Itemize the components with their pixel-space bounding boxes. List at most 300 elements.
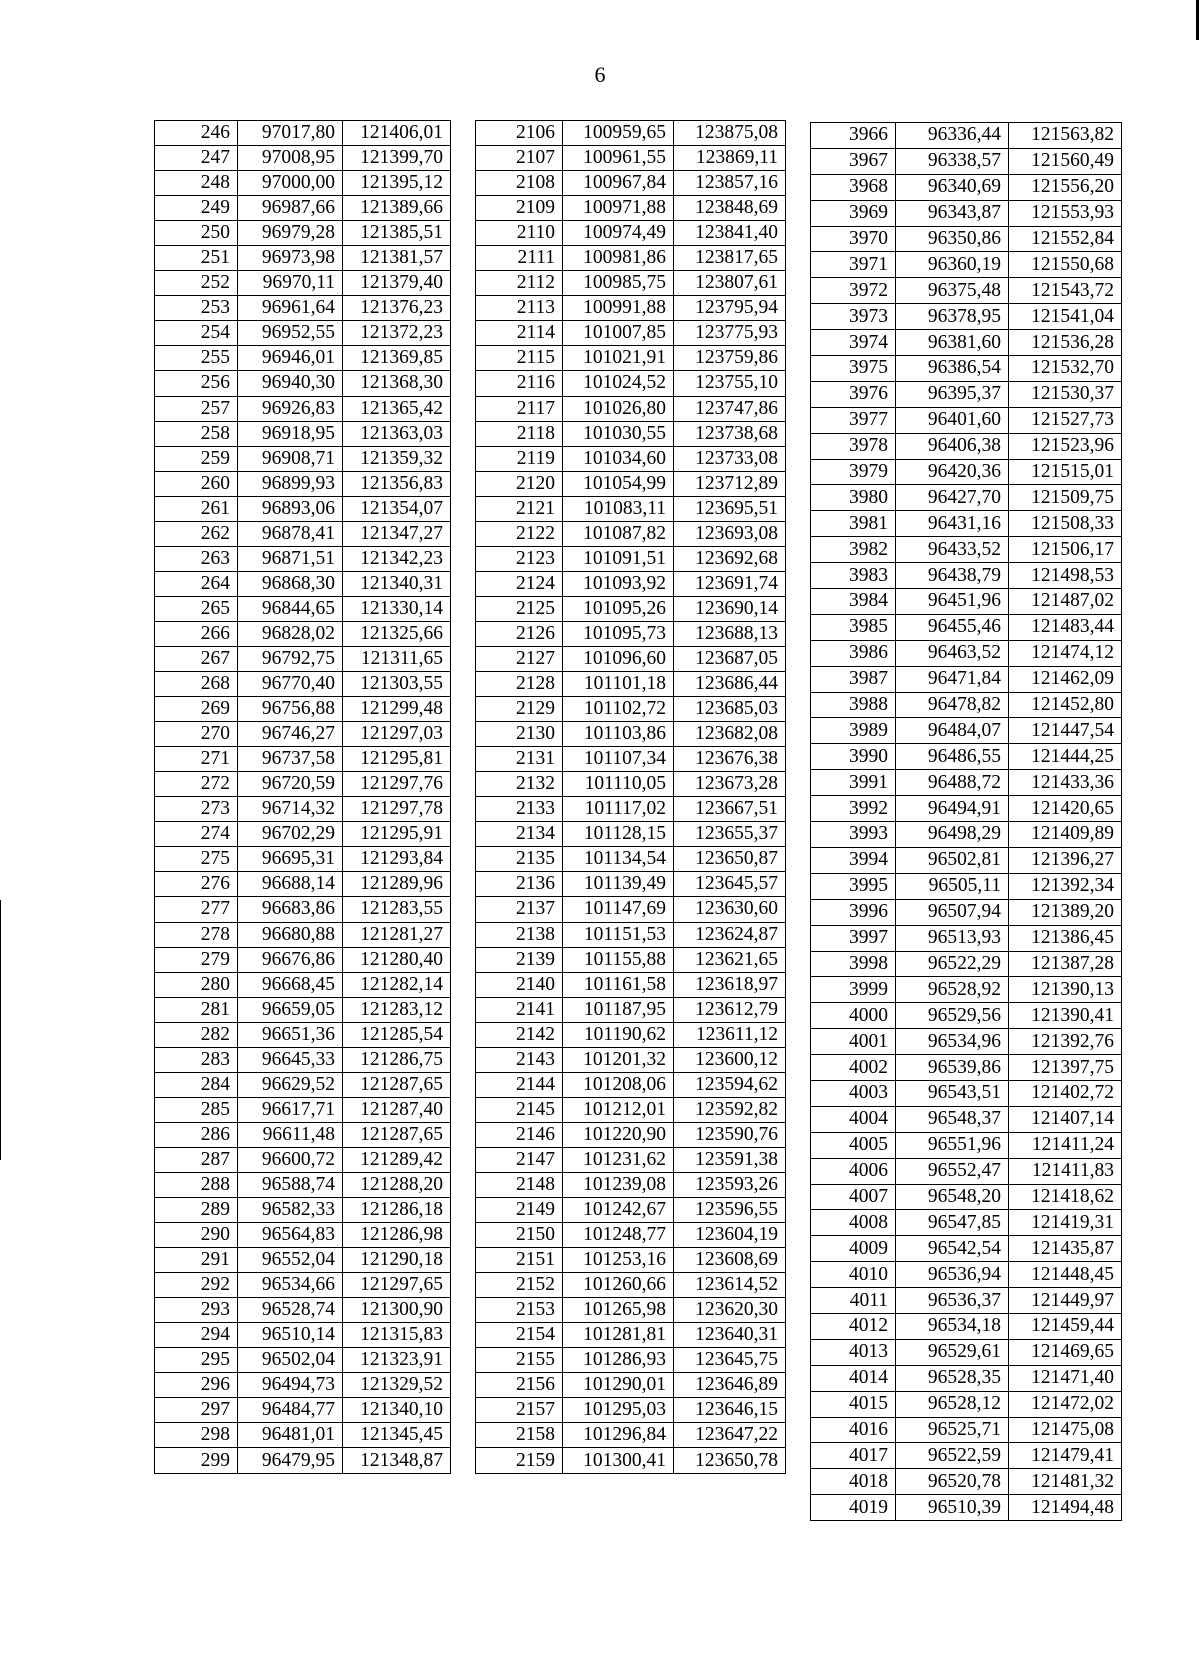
x-coordinate-cell: 96494,73	[238, 1373, 343, 1398]
x-coordinate-cell: 96543,51	[896, 1080, 1009, 1106]
point-number-cell: 270	[155, 722, 238, 747]
table-row	[811, 796, 1122, 822]
table-row	[476, 221, 786, 246]
point-number-cell: 4010	[811, 1262, 896, 1288]
table-row	[155, 1298, 451, 1323]
table-row	[155, 847, 451, 872]
table-row	[476, 1223, 786, 1248]
table-row	[811, 330, 1122, 356]
x-coordinate-cell: 96770,40	[238, 672, 343, 697]
y-coordinate-cell: 123650,78	[674, 1448, 786, 1473]
x-coordinate-cell: 101087,82	[563, 521, 674, 546]
point-number-cell: 3984	[811, 589, 896, 615]
point-number-cell: 2157	[476, 1398, 563, 1423]
x-coordinate-cell: 101093,92	[563, 571, 674, 596]
table-body	[155, 121, 451, 1474]
point-number-cell: 2159	[476, 1448, 563, 1473]
y-coordinate-cell: 121474,12	[1009, 640, 1122, 666]
x-coordinate-cell: 96528,92	[896, 977, 1009, 1003]
x-coordinate-cell: 96588,74	[238, 1172, 343, 1197]
point-number-cell: 268	[155, 672, 238, 697]
x-coordinate-cell: 101102,72	[563, 697, 674, 722]
y-coordinate-cell: 121543,72	[1009, 278, 1122, 304]
table-row	[155, 246, 451, 271]
x-coordinate-cell: 96688,14	[238, 872, 343, 897]
x-coordinate-cell: 101107,34	[563, 747, 674, 772]
y-coordinate-cell: 121515,01	[1009, 459, 1122, 485]
y-coordinate-cell: 121556,20	[1009, 174, 1122, 200]
table-row	[476, 1248, 786, 1273]
y-coordinate-cell: 121311,65	[343, 646, 451, 671]
y-coordinate-cell: 123807,61	[674, 271, 786, 296]
table-row	[155, 546, 451, 571]
y-coordinate-cell: 121368,30	[343, 371, 451, 396]
x-coordinate-cell: 96378,95	[896, 304, 1009, 330]
y-coordinate-cell: 123875,08	[674, 121, 786, 146]
x-coordinate-cell: 96746,27	[238, 722, 343, 747]
table-row	[155, 496, 451, 521]
y-coordinate-cell: 121282,14	[343, 972, 451, 997]
y-coordinate-cell: 123693,08	[674, 521, 786, 546]
y-coordinate-cell: 121390,41	[1009, 1003, 1122, 1029]
table-row	[811, 925, 1122, 951]
point-number-cell: 2118	[476, 421, 563, 446]
point-number-cell: 2143	[476, 1047, 563, 1072]
point-number-cell: 2148	[476, 1172, 563, 1197]
x-coordinate-cell: 101212,01	[563, 1097, 674, 1122]
table-row	[811, 1339, 1122, 1365]
x-coordinate-cell: 96946,01	[238, 346, 343, 371]
point-number-cell: 2115	[476, 346, 563, 371]
table-row	[811, 1469, 1122, 1495]
point-number-cell: 251	[155, 246, 238, 271]
y-coordinate-cell: 121552,84	[1009, 226, 1122, 252]
point-number-cell: 3995	[811, 873, 896, 899]
table-row	[811, 459, 1122, 485]
point-number-cell: 260	[155, 471, 238, 496]
y-coordinate-cell: 123857,16	[674, 171, 786, 196]
x-coordinate-cell: 96528,74	[238, 1298, 343, 1323]
x-coordinate-cell: 96918,95	[238, 421, 343, 446]
point-number-cell: 4011	[811, 1288, 896, 1314]
point-number-cell: 3975	[811, 356, 896, 382]
table-row	[811, 123, 1122, 149]
x-coordinate-cell: 96488,72	[896, 770, 1009, 796]
table-row	[476, 121, 786, 146]
table-row	[155, 1097, 451, 1122]
point-number-cell: 4002	[811, 1055, 896, 1081]
y-coordinate-cell: 121347,27	[343, 521, 451, 546]
point-number-cell: 4009	[811, 1236, 896, 1262]
point-number-cell: 4015	[811, 1391, 896, 1417]
table-row	[811, 640, 1122, 666]
point-number-cell: 2109	[476, 196, 563, 221]
x-coordinate-cell: 96375,48	[896, 278, 1009, 304]
x-coordinate-cell: 96494,91	[896, 796, 1009, 822]
x-coordinate-cell: 96547,85	[896, 1210, 1009, 1236]
point-number-cell: 2140	[476, 972, 563, 997]
x-coordinate-cell: 96386,54	[896, 356, 1009, 382]
point-number-cell: 4007	[811, 1184, 896, 1210]
point-number-cell: 279	[155, 947, 238, 972]
x-coordinate-cell: 96548,20	[896, 1184, 1009, 1210]
table-row	[155, 947, 451, 972]
point-number-cell: 3980	[811, 485, 896, 511]
y-coordinate-cell: 123841,40	[674, 221, 786, 246]
point-number-cell: 2111	[476, 246, 563, 271]
table-row	[476, 246, 786, 271]
table-row	[155, 822, 451, 847]
table-row	[155, 997, 451, 1022]
y-coordinate-cell: 121369,85	[343, 346, 451, 371]
point-number-cell: 246	[155, 121, 238, 146]
y-coordinate-cell: 121444,25	[1009, 744, 1122, 770]
y-coordinate-cell: 121399,70	[343, 146, 451, 171]
y-coordinate-cell: 121406,01	[343, 121, 451, 146]
table-row	[155, 1047, 451, 1072]
table-row	[155, 121, 451, 146]
y-coordinate-cell: 121462,09	[1009, 666, 1122, 692]
y-coordinate-cell: 121348,87	[343, 1448, 451, 1473]
y-coordinate-cell: 121340,10	[343, 1398, 451, 1423]
x-coordinate-cell: 100981,86	[563, 246, 674, 271]
table-row	[155, 271, 451, 296]
y-coordinate-cell: 121390,13	[1009, 977, 1122, 1003]
table-row	[811, 822, 1122, 848]
table-row	[155, 296, 451, 321]
point-number-cell: 256	[155, 371, 238, 396]
y-coordinate-cell: 121345,45	[343, 1423, 451, 1448]
table-row	[155, 872, 451, 897]
x-coordinate-cell: 100974,49	[563, 221, 674, 246]
x-coordinate-cell: 96542,54	[896, 1236, 1009, 1262]
x-coordinate-cell: 96899,93	[238, 471, 343, 496]
table-row	[811, 589, 1122, 615]
table-row	[811, 1003, 1122, 1029]
table-row	[811, 1262, 1122, 1288]
point-number-cell: 4005	[811, 1132, 896, 1158]
x-coordinate-cell: 96536,37	[896, 1288, 1009, 1314]
y-coordinate-cell: 121479,41	[1009, 1443, 1122, 1469]
y-coordinate-cell: 121297,65	[343, 1273, 451, 1298]
table-row	[155, 471, 451, 496]
x-coordinate-cell: 101034,60	[563, 446, 674, 471]
x-coordinate-cell: 96451,96	[896, 589, 1009, 615]
y-coordinate-cell: 121365,42	[343, 396, 451, 421]
table-row	[811, 847, 1122, 873]
table-row	[476, 571, 786, 596]
table-row	[476, 321, 786, 346]
y-coordinate-cell: 121411,24	[1009, 1132, 1122, 1158]
x-coordinate-cell: 96871,51	[238, 546, 343, 571]
table-row	[811, 381, 1122, 407]
y-coordinate-cell: 121481,32	[1009, 1469, 1122, 1495]
x-coordinate-cell: 101110,05	[563, 772, 674, 797]
table-row	[811, 744, 1122, 770]
y-coordinate-cell: 121289,42	[343, 1147, 451, 1172]
x-coordinate-cell: 96552,47	[896, 1158, 1009, 1184]
y-coordinate-cell: 123640,31	[674, 1323, 786, 1348]
table-row	[155, 747, 451, 772]
x-coordinate-cell: 96471,84	[896, 666, 1009, 692]
x-coordinate-cell: 96844,65	[238, 596, 343, 621]
table-row	[811, 951, 1122, 977]
x-coordinate-cell: 97008,95	[238, 146, 343, 171]
x-coordinate-cell: 101290,01	[563, 1373, 674, 1398]
x-coordinate-cell: 96908,71	[238, 446, 343, 471]
x-coordinate-cell: 96534,66	[238, 1273, 343, 1298]
point-number-cell: 3978	[811, 433, 896, 459]
x-coordinate-cell: 96552,04	[238, 1248, 343, 1273]
table-row	[155, 1198, 451, 1223]
table-row	[811, 899, 1122, 925]
point-number-cell: 3974	[811, 330, 896, 356]
y-coordinate-cell: 123645,75	[674, 1348, 786, 1373]
y-coordinate-cell: 121283,12	[343, 997, 451, 1022]
point-number-cell: 2119	[476, 446, 563, 471]
point-number-cell: 275	[155, 847, 238, 872]
table-row	[811, 1417, 1122, 1443]
y-coordinate-cell: 123755,10	[674, 371, 786, 396]
y-coordinate-cell: 121285,54	[343, 1022, 451, 1047]
x-coordinate-cell: 96350,86	[896, 226, 1009, 252]
table-row	[476, 346, 786, 371]
table-row	[811, 666, 1122, 692]
table-row	[155, 646, 451, 671]
point-number-cell: 2126	[476, 621, 563, 646]
y-coordinate-cell: 123747,86	[674, 396, 786, 421]
table-row	[811, 433, 1122, 459]
point-number-cell: 269	[155, 697, 238, 722]
x-coordinate-cell: 96433,52	[896, 537, 1009, 563]
table-row	[476, 922, 786, 947]
table-row	[811, 278, 1122, 304]
x-coordinate-cell: 101007,85	[563, 321, 674, 346]
table-row	[155, 1147, 451, 1172]
y-coordinate-cell: 121409,89	[1009, 822, 1122, 848]
page-number: 6	[594, 62, 606, 87]
table-row	[476, 1022, 786, 1047]
y-coordinate-cell: 121471,40	[1009, 1365, 1122, 1391]
y-coordinate-cell: 121297,03	[343, 722, 451, 747]
y-coordinate-cell: 123614,52	[674, 1273, 786, 1298]
y-coordinate-cell: 121325,66	[343, 621, 451, 646]
table-row	[476, 1097, 786, 1122]
y-coordinate-cell: 121472,02	[1009, 1391, 1122, 1417]
x-coordinate-cell: 96792,75	[238, 646, 343, 671]
y-coordinate-cell: 121329,52	[343, 1373, 451, 1398]
point-number-cell: 283	[155, 1047, 238, 1072]
table-row	[476, 847, 786, 872]
y-coordinate-cell: 123685,03	[674, 697, 786, 722]
x-coordinate-cell: 100967,84	[563, 171, 674, 196]
y-coordinate-cell: 121508,33	[1009, 511, 1122, 537]
point-number-cell: 2137	[476, 897, 563, 922]
x-coordinate-cell: 101128,15	[563, 822, 674, 847]
table-row	[811, 614, 1122, 640]
table-row	[476, 1273, 786, 1298]
y-coordinate-cell: 121523,96	[1009, 433, 1122, 459]
x-coordinate-cell: 97017,80	[238, 121, 343, 146]
point-number-cell: 2150	[476, 1223, 563, 1248]
x-coordinate-cell: 96513,93	[896, 925, 1009, 951]
y-coordinate-cell: 121483,44	[1009, 614, 1122, 640]
point-number-cell: 3983	[811, 563, 896, 589]
y-coordinate-cell: 123695,51	[674, 496, 786, 521]
table-row	[476, 1448, 786, 1473]
y-coordinate-cell: 121356,83	[343, 471, 451, 496]
point-number-cell: 3986	[811, 640, 896, 666]
x-coordinate-cell: 96564,83	[238, 1223, 343, 1248]
y-coordinate-cell: 123682,08	[674, 722, 786, 747]
point-number-cell: 290	[155, 1223, 238, 1248]
table-row	[476, 797, 786, 822]
table-row	[155, 521, 451, 546]
point-number-cell: 287	[155, 1147, 238, 1172]
y-coordinate-cell: 121372,23	[343, 321, 451, 346]
y-coordinate-cell: 121363,03	[343, 421, 451, 446]
y-coordinate-cell: 121290,18	[343, 1248, 451, 1273]
x-coordinate-cell: 101101,18	[563, 672, 674, 697]
table-row	[476, 772, 786, 797]
x-coordinate-cell: 101253,16	[563, 1248, 674, 1273]
x-coordinate-cell: 101187,95	[563, 997, 674, 1022]
table-row	[476, 1198, 786, 1223]
point-number-cell: 3966	[811, 123, 896, 149]
point-number-cell: 271	[155, 747, 238, 772]
point-number-cell: 3993	[811, 822, 896, 848]
point-number-cell: 284	[155, 1072, 238, 1097]
point-number-cell: 3990	[811, 744, 896, 770]
table-row	[476, 972, 786, 997]
y-coordinate-cell: 123646,15	[674, 1398, 786, 1423]
table-row	[155, 1373, 451, 1398]
point-number-cell: 281	[155, 997, 238, 1022]
y-coordinate-cell: 123593,26	[674, 1172, 786, 1197]
point-number-cell: 2154	[476, 1323, 563, 1348]
y-coordinate-cell: 121475,08	[1009, 1417, 1122, 1443]
x-coordinate-cell: 96505,11	[896, 873, 1009, 899]
point-number-cell: 3999	[811, 977, 896, 1003]
point-number-cell: 277	[155, 897, 238, 922]
point-number-cell: 3972	[811, 278, 896, 304]
table-row	[811, 1288, 1122, 1314]
table-row	[155, 1122, 451, 1147]
table-row	[476, 396, 786, 421]
table-row	[476, 621, 786, 646]
x-coordinate-cell: 100971,88	[563, 196, 674, 221]
point-number-cell: 2123	[476, 546, 563, 571]
y-coordinate-cell: 121300,90	[343, 1298, 451, 1323]
table-row	[155, 1072, 451, 1097]
point-number-cell: 3996	[811, 899, 896, 925]
point-number-cell: 293	[155, 1298, 238, 1323]
point-number-cell: 250	[155, 221, 238, 246]
point-number-cell: 2142	[476, 1022, 563, 1047]
point-number-cell: 295	[155, 1348, 238, 1373]
x-coordinate-cell: 101161,58	[563, 972, 674, 997]
point-number-cell: 253	[155, 296, 238, 321]
scan-edge-mark	[0, 900, 1, 1160]
point-number-cell: 294	[155, 1323, 238, 1348]
y-coordinate-cell: 121392,34	[1009, 873, 1122, 899]
table-row	[155, 596, 451, 621]
x-coordinate-cell: 96510,14	[238, 1323, 343, 1348]
x-coordinate-cell: 96340,69	[896, 174, 1009, 200]
point-number-cell: 4019	[811, 1495, 896, 1521]
x-coordinate-cell: 96528,12	[896, 1391, 1009, 1417]
y-coordinate-cell: 121411,83	[1009, 1158, 1122, 1184]
table-row	[155, 1022, 451, 1047]
x-coordinate-cell: 96714,32	[238, 797, 343, 822]
table-row	[476, 997, 786, 1022]
x-coordinate-cell: 101103,86	[563, 722, 674, 747]
point-number-cell: 2128	[476, 672, 563, 697]
table-row	[155, 421, 451, 446]
point-number-cell: 288	[155, 1172, 238, 1197]
table-row	[155, 1323, 451, 1348]
y-coordinate-cell: 121395,12	[343, 171, 451, 196]
y-coordinate-cell: 123692,68	[674, 546, 786, 571]
x-coordinate-cell: 101021,91	[563, 346, 674, 371]
point-number-cell: 274	[155, 822, 238, 847]
x-coordinate-cell: 96401,60	[896, 407, 1009, 433]
point-number-cell: 299	[155, 1448, 238, 1473]
table-row	[476, 1423, 786, 1448]
point-number-cell: 2130	[476, 722, 563, 747]
table-row	[811, 1106, 1122, 1132]
y-coordinate-cell: 121288,20	[343, 1172, 451, 1197]
x-coordinate-cell: 96438,79	[896, 563, 1009, 589]
x-coordinate-cell: 96702,29	[238, 822, 343, 847]
x-coordinate-cell: 96970,11	[238, 271, 343, 296]
y-coordinate-cell: 121418,62	[1009, 1184, 1122, 1210]
y-coordinate-cell: 121452,80	[1009, 692, 1122, 718]
table-row	[811, 1158, 1122, 1184]
table-row	[155, 221, 451, 246]
y-coordinate-cell: 121530,37	[1009, 381, 1122, 407]
y-coordinate-cell: 121396,27	[1009, 847, 1122, 873]
y-coordinate-cell: 123647,22	[674, 1423, 786, 1448]
point-number-cell: 292	[155, 1273, 238, 1298]
y-coordinate-cell: 121386,45	[1009, 925, 1122, 951]
x-coordinate-cell: 101030,55	[563, 421, 674, 446]
x-coordinate-cell: 96979,28	[238, 221, 343, 246]
y-coordinate-cell: 123688,13	[674, 621, 786, 646]
point-number-cell: 3977	[811, 407, 896, 433]
point-number-cell: 3970	[811, 226, 896, 252]
table-row	[155, 1398, 451, 1423]
y-coordinate-cell: 121376,23	[343, 296, 451, 321]
table-row	[476, 1373, 786, 1398]
point-number-cell: 278	[155, 922, 238, 947]
table-row	[155, 196, 451, 221]
y-coordinate-cell: 123590,76	[674, 1122, 786, 1147]
point-number-cell: 2156	[476, 1373, 563, 1398]
table-row	[155, 772, 451, 797]
y-coordinate-cell: 123612,79	[674, 997, 786, 1022]
point-number-cell: 3967	[811, 148, 896, 174]
point-number-cell: 4012	[811, 1313, 896, 1339]
x-coordinate-cell: 96498,29	[896, 822, 1009, 848]
table-row	[155, 1248, 451, 1273]
x-coordinate-cell: 101095,26	[563, 596, 674, 621]
x-coordinate-cell: 96695,31	[238, 847, 343, 872]
point-number-cell: 2135	[476, 847, 563, 872]
table-row	[476, 822, 786, 847]
table-row	[155, 171, 451, 196]
y-coordinate-cell: 121299,48	[343, 697, 451, 722]
